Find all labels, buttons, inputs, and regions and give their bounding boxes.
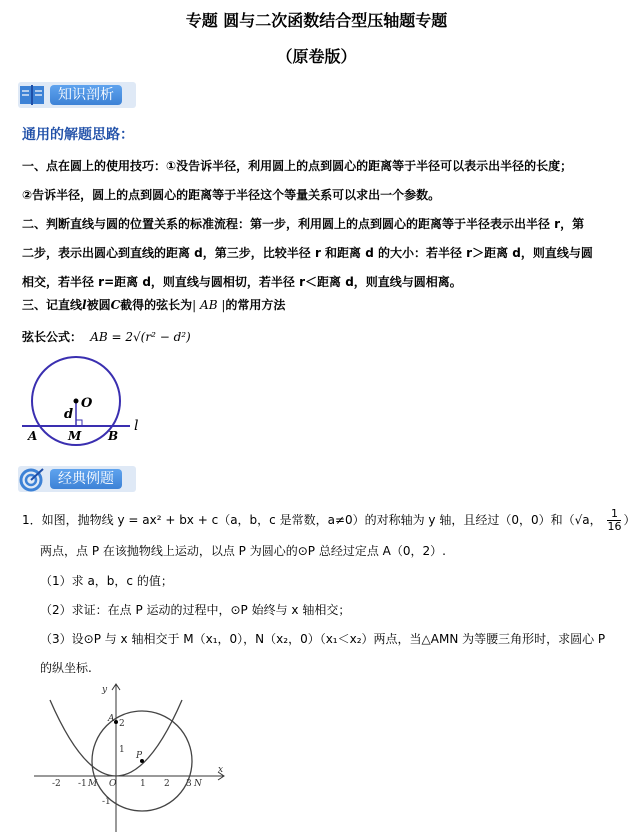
tick-neg1: -1 (78, 779, 87, 789)
label-y: y (102, 685, 108, 695)
banner-label: 知识剖析 (50, 85, 122, 105)
banner-label: 经典例题 (50, 469, 122, 489)
text-line: ②告诉半径，圆上的点到圆心的距离等于半径这个等量关系可以求出一个参数。 (22, 188, 441, 202)
target-icon (18, 466, 46, 492)
book-icon (18, 82, 46, 108)
tick-y2: 2 (119, 719, 125, 729)
label-a: A (108, 714, 115, 724)
text-line: 相交，若半径 r=距离 d，则直线与圆相切，若半径 r＜距离 d，则直线与圆相离。 (22, 275, 462, 289)
label-m: M (68, 429, 82, 443)
tick-3: 3 (186, 779, 192, 789)
label-d: d (64, 407, 74, 422)
label-m: M (88, 779, 98, 789)
text-line: 二步，表示出圆心到直线的距离 d，第三步，比较半径 r 和距离 d 的大小：若半径 r＞距离 d，则直线与圆 (22, 246, 593, 260)
tick-y1: 1 (119, 745, 125, 755)
text-line: 一、点在圆上的使用技巧：①没告诉半径，利用圆上的点到圆心的距离等于半径可以表示出半径的长度； (22, 159, 573, 173)
section-heading: 通用的解题思路： (22, 127, 134, 143)
question-line: 两点，点 P 在该抛物线上运动，以点 P 为圆心的⊙P 总经过定点 A（0，2）. (40, 544, 446, 558)
label-o: O (81, 396, 93, 411)
label-a: A (28, 429, 38, 443)
section-banner-knowledge (18, 82, 136, 108)
label-p: P (136, 751, 143, 761)
point-a (114, 720, 118, 724)
page-subtitle: （原卷版） (276, 47, 357, 66)
label-l: l (134, 418, 139, 434)
label-o: O (109, 779, 117, 789)
question-line: 1．如图，抛物线 y = ax² + bx + c（a，b，c 是常数，a≠0）的对称轴为 y 轴，且经过（0，0）和（√a， $\frac{1}{16}$ ） (22, 507, 635, 533)
label-n: N (194, 779, 202, 789)
coordinate-graph (28, 682, 228, 834)
fraction: $\frac{1}{16}$ (607, 507, 622, 533)
label-x: x (218, 765, 224, 775)
question-part-3: （3）设⊙P 与 x 轴相交于 M（x₁，0），N（x₂，0）（x₁＜x₂）两点，当△AMN 为等腰三角形时，求圆心 P (40, 632, 606, 646)
center-point (74, 399, 79, 404)
text-line: 二、判断直线与圆的位置关系的标准流程：第一步，利用圆上的点到圆心的距离等于半径表示出半径 r，第 (22, 217, 585, 231)
label-b: B (108, 429, 119, 443)
text-line-chord: 三、记直线l被圆C截得的弦长为| AB |的常用方法 (22, 298, 286, 312)
formula-row: 弦长公式： AB = 2√(r² − d²) (22, 330, 191, 344)
chord-formula: AB = 2√(r² − d²) (90, 330, 191, 344)
page-title: 专题 圆与二次函数结合型压轴题专题 (185, 11, 448, 30)
question-part-1: （1）求 a，b，c 的值； (40, 574, 173, 588)
question-part-3-cont: 的纵坐标. (40, 661, 92, 675)
question-part-2: （2）求证：在点 P 运动的过程中，⊙P 始终与 x 轴相交； (40, 603, 351, 617)
tick-neg2: -2 (52, 779, 61, 789)
tick-2: 2 (164, 779, 170, 789)
section-banner-examples (18, 466, 136, 492)
chord-figure (20, 356, 160, 448)
tick-1: 1 (140, 779, 146, 789)
tick-yneg1: -1 (102, 797, 111, 807)
